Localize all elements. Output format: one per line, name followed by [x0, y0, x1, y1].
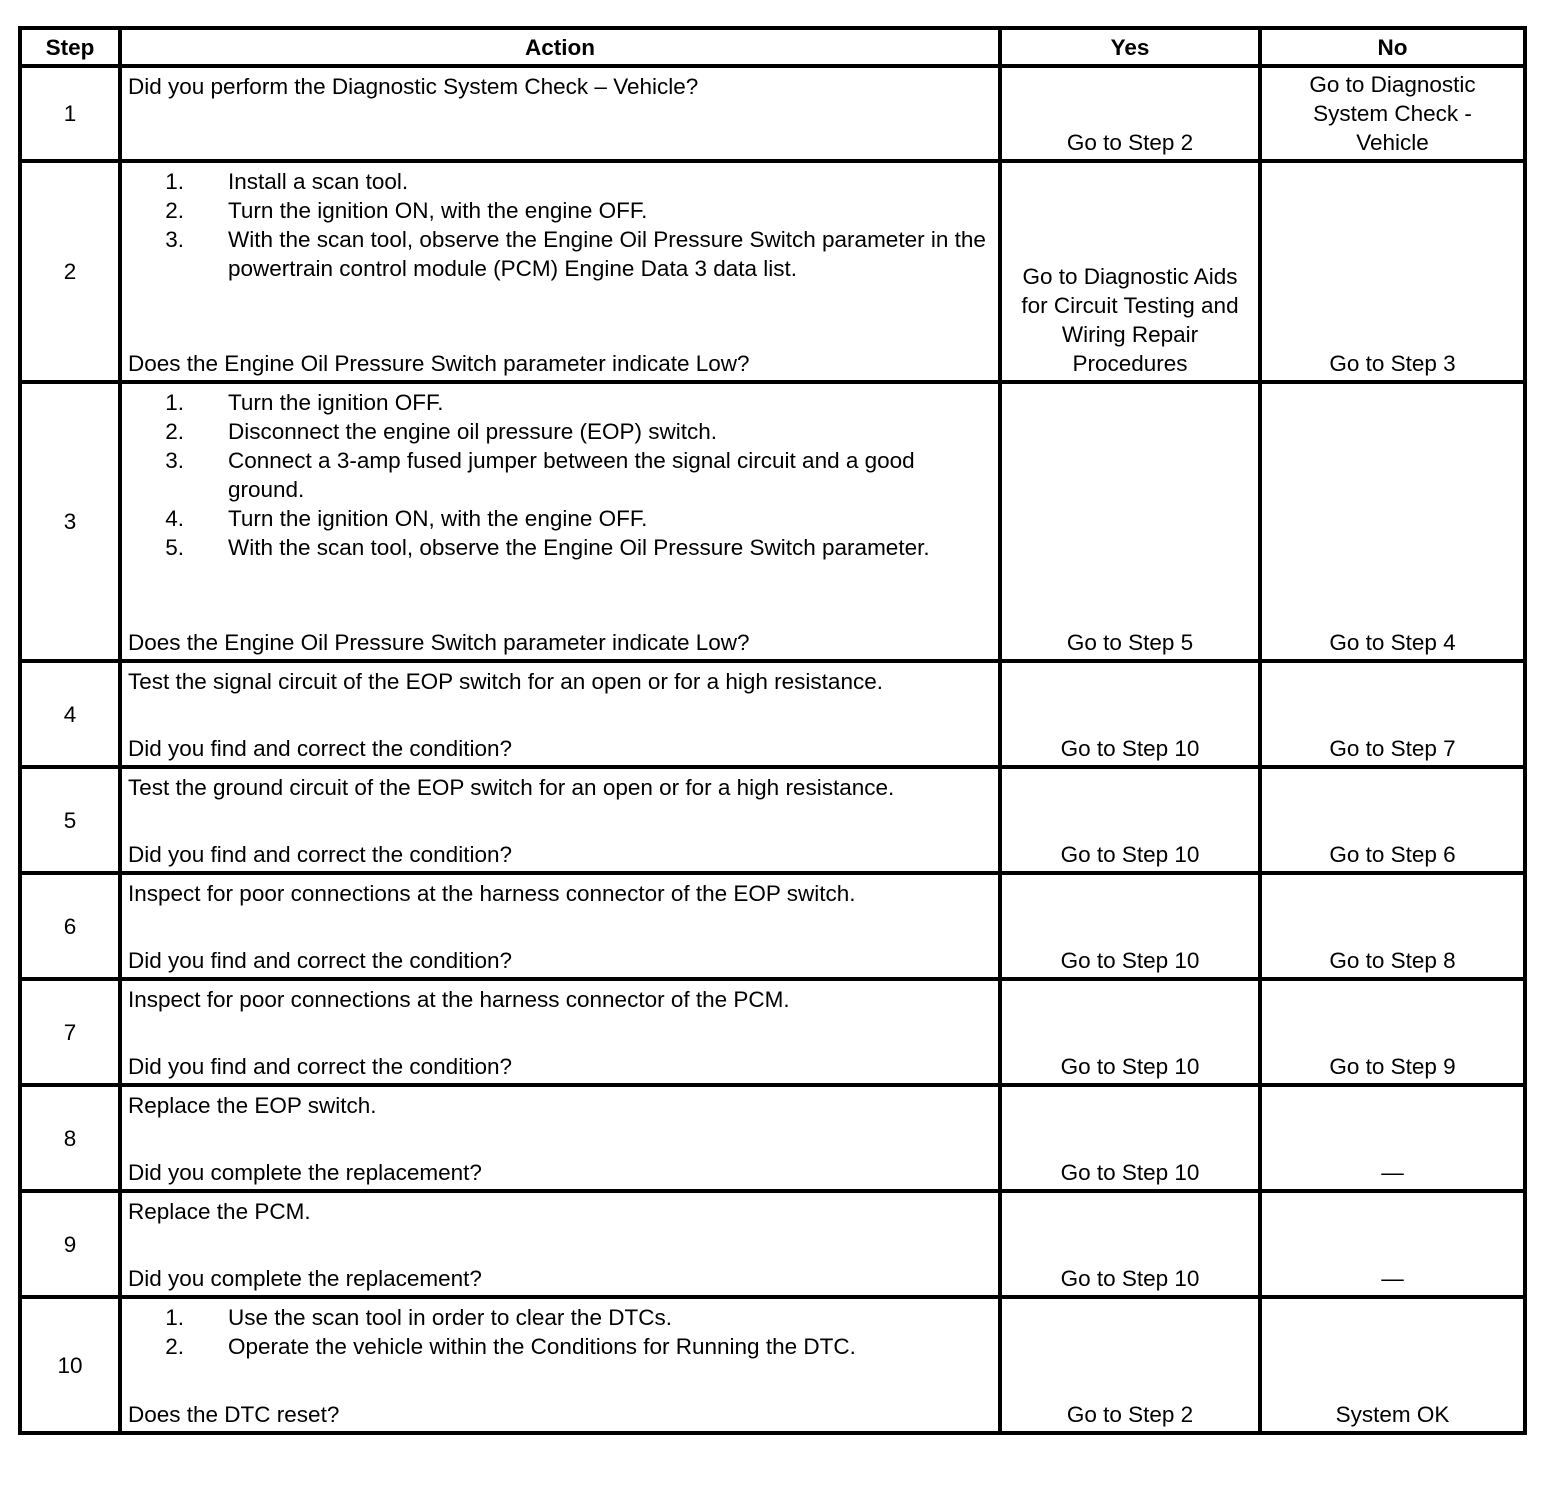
yes-cell: Go to Step 2 [1000, 66, 1260, 161]
action-text: Inspect for poor connections at the harness connector of the EOP switch. [128, 881, 856, 906]
action-cell [120, 1085, 1000, 1191]
action-cell [120, 767, 1000, 873]
yes-cell: Go to Step 10 [1000, 661, 1260, 767]
action-cell [120, 66, 1000, 161]
no-cell: Go to Step 8 [1260, 873, 1525, 979]
action-cell [120, 661, 1000, 767]
action-question: Does the Engine Oil Pressure Switch parameter indicate Low? [128, 630, 750, 655]
table-row [20, 1085, 1525, 1191]
list-item: 2. Disconnect the engine oil pressure (EOP) switch. [165, 419, 717, 444]
action-question: Did you find and correct the condition? [128, 842, 512, 867]
yes-cell: Go to Step 10 [1000, 767, 1260, 873]
yes-cell: Go to Diagnostic Aids for Circuit Testing and Wiring Repair Procedures [1000, 161, 1260, 382]
action-text: Replace the EOP switch. [128, 1093, 377, 1118]
action-question: Did you find and correct the condition? [128, 736, 512, 761]
yes-cell: Go to Step 2 [1000, 1297, 1260, 1433]
table-row [20, 382, 1525, 661]
header-row [20, 28, 1525, 66]
no-cell: — [1260, 1085, 1525, 1191]
header-step: Step [20, 28, 120, 66]
no-cell: Go to Diagnostic System Check - Vehicle [1260, 66, 1525, 161]
action-cell [120, 979, 1000, 1085]
table-row [20, 1191, 1525, 1297]
list-item: 2. Operate the vehicle within the Conditions for Running the DTC. [165, 1334, 856, 1359]
yes-cell: Go to Step 10 [1000, 1191, 1260, 1297]
action-question: Does the DTC reset? [128, 1402, 340, 1427]
step-number: 3 [20, 382, 120, 661]
table-row [20, 979, 1525, 1085]
action-question: Did you complete the replacement? [128, 1266, 482, 1291]
yes-cell: Go to Step 5 [1000, 382, 1260, 661]
list-item: 3. Connect a 3-amp fused jumper between the signal circuit and a good ground. [165, 448, 915, 502]
no-cell: System OK [1260, 1297, 1525, 1433]
list-item: 1. Turn the ignition OFF. [165, 390, 444, 415]
yes-cell: Go to Step 10 [1000, 1085, 1260, 1191]
list-item: 3. With the scan tool, observe the Engine Oil Pressure Switch parameter in the powertrain control module (PCM) Engine Data 3 data list. [165, 227, 986, 281]
action-cell [120, 1297, 1000, 1433]
list-item: 4. Turn the ignition ON, with the engine OFF. [165, 506, 648, 531]
list-item: 5. With the scan tool, observe the Engine Oil Pressure Switch parameter. [165, 535, 930, 560]
action-cell [120, 382, 1000, 661]
table-row [20, 161, 1525, 382]
action-steps-list [128, 167, 992, 283]
action-question: Did you find and correct the condition? [128, 1054, 512, 1079]
action-steps-list [128, 388, 992, 562]
no-cell: Go to Step 7 [1260, 661, 1525, 767]
action-question: Did you find and correct the condition? [128, 948, 512, 973]
action-text: Inspect for poor connections at the harness connector of the PCM. [128, 987, 790, 1012]
step-number: 5 [20, 767, 120, 873]
step-number: 8 [20, 1085, 120, 1191]
list-item: 1. Use the scan tool in order to clear the DTCs. [165, 1305, 672, 1330]
header-yes: Yes [1000, 28, 1260, 66]
no-cell: Go to Step 3 [1260, 161, 1525, 382]
no-cell: — [1260, 1191, 1525, 1297]
no-cell: Go to Step 4 [1260, 382, 1525, 661]
list-item: 1. Install a scan tool. [165, 169, 409, 194]
step-number: 9 [20, 1191, 120, 1297]
no-cell: Go to Step 6 [1260, 767, 1525, 873]
header-no: No [1260, 28, 1525, 66]
action-cell [120, 1191, 1000, 1297]
no-cell: Go to Step 9 [1260, 979, 1525, 1085]
action-question: Does the Engine Oil Pressure Switch parameter indicate Low? [128, 351, 750, 376]
table-row [20, 66, 1525, 161]
action-question: Did you complete the replacement? [128, 1160, 482, 1185]
step-number: 6 [20, 873, 120, 979]
step-number: 7 [20, 979, 120, 1085]
header-action: Action [120, 28, 1000, 66]
table-row [20, 1297, 1525, 1433]
step-number: 10 [20, 1297, 120, 1433]
step-number: 1 [20, 66, 120, 161]
yes-cell: Go to Step 10 [1000, 873, 1260, 979]
action-text: Did you perform the Diagnostic System Check – Vehicle? [128, 74, 699, 99]
diagnostic-table [18, 26, 1527, 1435]
table-row [20, 873, 1525, 979]
action-cell [120, 161, 1000, 382]
list-item: 2. Turn the ignition ON, with the engine OFF. [165, 198, 648, 223]
action-text: Replace the PCM. [128, 1199, 311, 1224]
yes-cell: Go to Step 10 [1000, 979, 1260, 1085]
table-row [20, 661, 1525, 767]
action-text: Test the ground circuit of the EOP switch for an open or for a high resistance. [128, 775, 895, 800]
step-number: 2 [20, 161, 120, 382]
table-row [20, 767, 1525, 873]
step-number: 4 [20, 661, 120, 767]
action-steps-list [128, 1303, 992, 1361]
action-text: Test the signal circuit of the EOP switch for an open or for a high resistance. [128, 669, 883, 694]
action-cell [120, 873, 1000, 979]
